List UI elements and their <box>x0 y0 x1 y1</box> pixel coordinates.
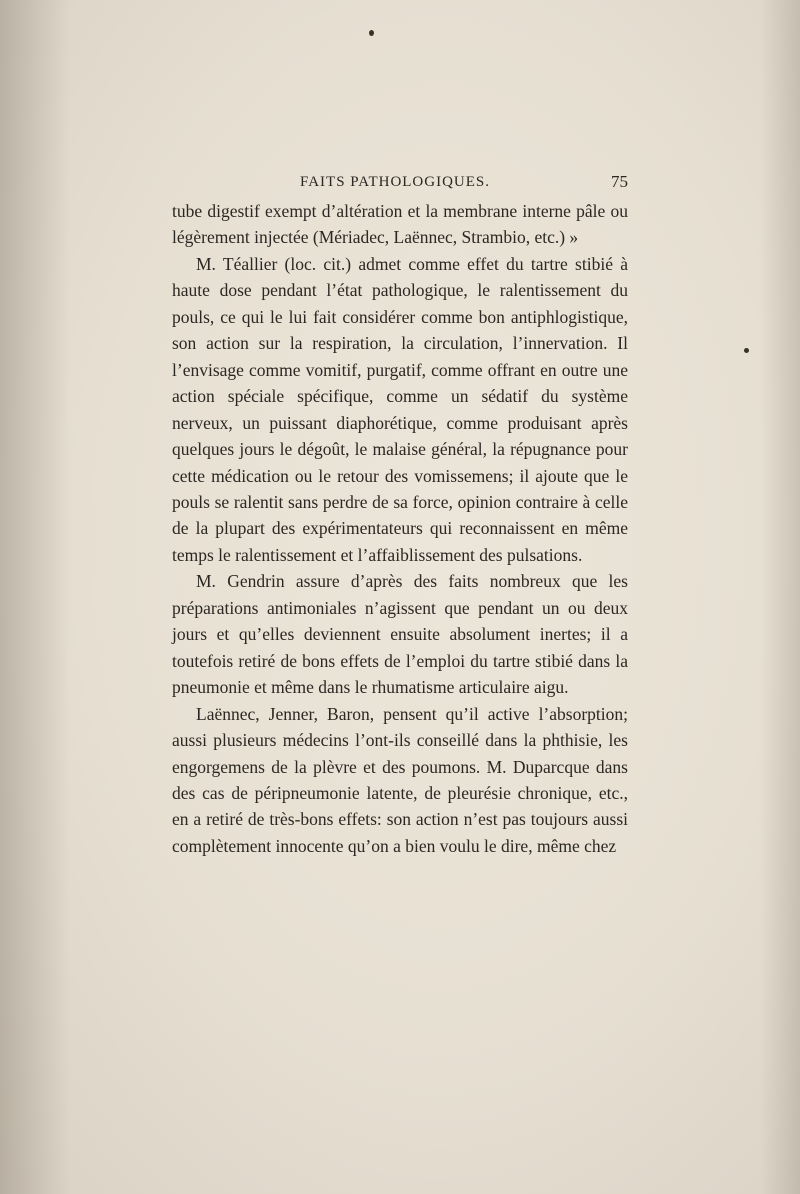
page-number: 75 <box>611 172 628 191</box>
paragraph: Laënnec, Jenner, Baron, pensent qu’il active l’absorption; aussi plusieurs médecins l’ont-ils conseillé dans la phthisie, les engorgemens de la plèvre et des poumons. M. Duparcque dans des cas de péripneumonie latente, de pleurésie chronique, etc., en a retiré de très-bons effets: son action n’est pas toujours aussi complètement innocente qu’on a bien voulu le dire, même chez <box>172 703 628 856</box>
page-header <box>172 172 628 196</box>
ink-speck <box>744 348 749 353</box>
paragraph: M. Gendrin assure d’après des faits nombreux que les préparations antimoniales n’agissent que pendant un ou deux jours et qu’elles deviennent ensuite absolument inertes; il a toutefois retiré de bons effets de l’emploi du tartre stibié dans la pneumonie et même dans le rhumatisme articulaire aigu. <box>172 571 628 698</box>
running-head: FAITS PATHOLOGIQUES. <box>300 174 491 190</box>
ink-speck <box>369 30 374 36</box>
paragraph: M. Téallier (loc. cit.) admet comme effet du tartre stibié à haute dose pendant l’état pathologique, le ralentissement du pouls, ce qui le lui fait considérer comme bon antiphlogistique, son action sur la respiration, la circulation, l’innervation. Il l’envisage comme vomitif, purgatif, comme offrant en outre une action spéciale spécifique, comme un sédatif du système nerveux, un puissant diaphorétique, comme produisant après quelques jours le dégoût, le malaise général, la répugnance pour cette médication ou le retour des vomissemens; il ajoute que le pouls se ralentit sans perdre de sa force, opinion contraire à celle de la plupart des expérimentateurs qui reconnaissent en même temps le ralentissement et l’affaiblissement des pulsations. <box>172 253 628 565</box>
page-shadow-right <box>760 0 800 1194</box>
body-text <box>172 198 628 859</box>
paragraph: tube digestif exempt d’altération et la membrane interne pâle ou légèrement injectée (Mériadec, Laënnec, Strambio, etc.) » <box>172 201 628 248</box>
page-shadow-left <box>0 0 70 1194</box>
